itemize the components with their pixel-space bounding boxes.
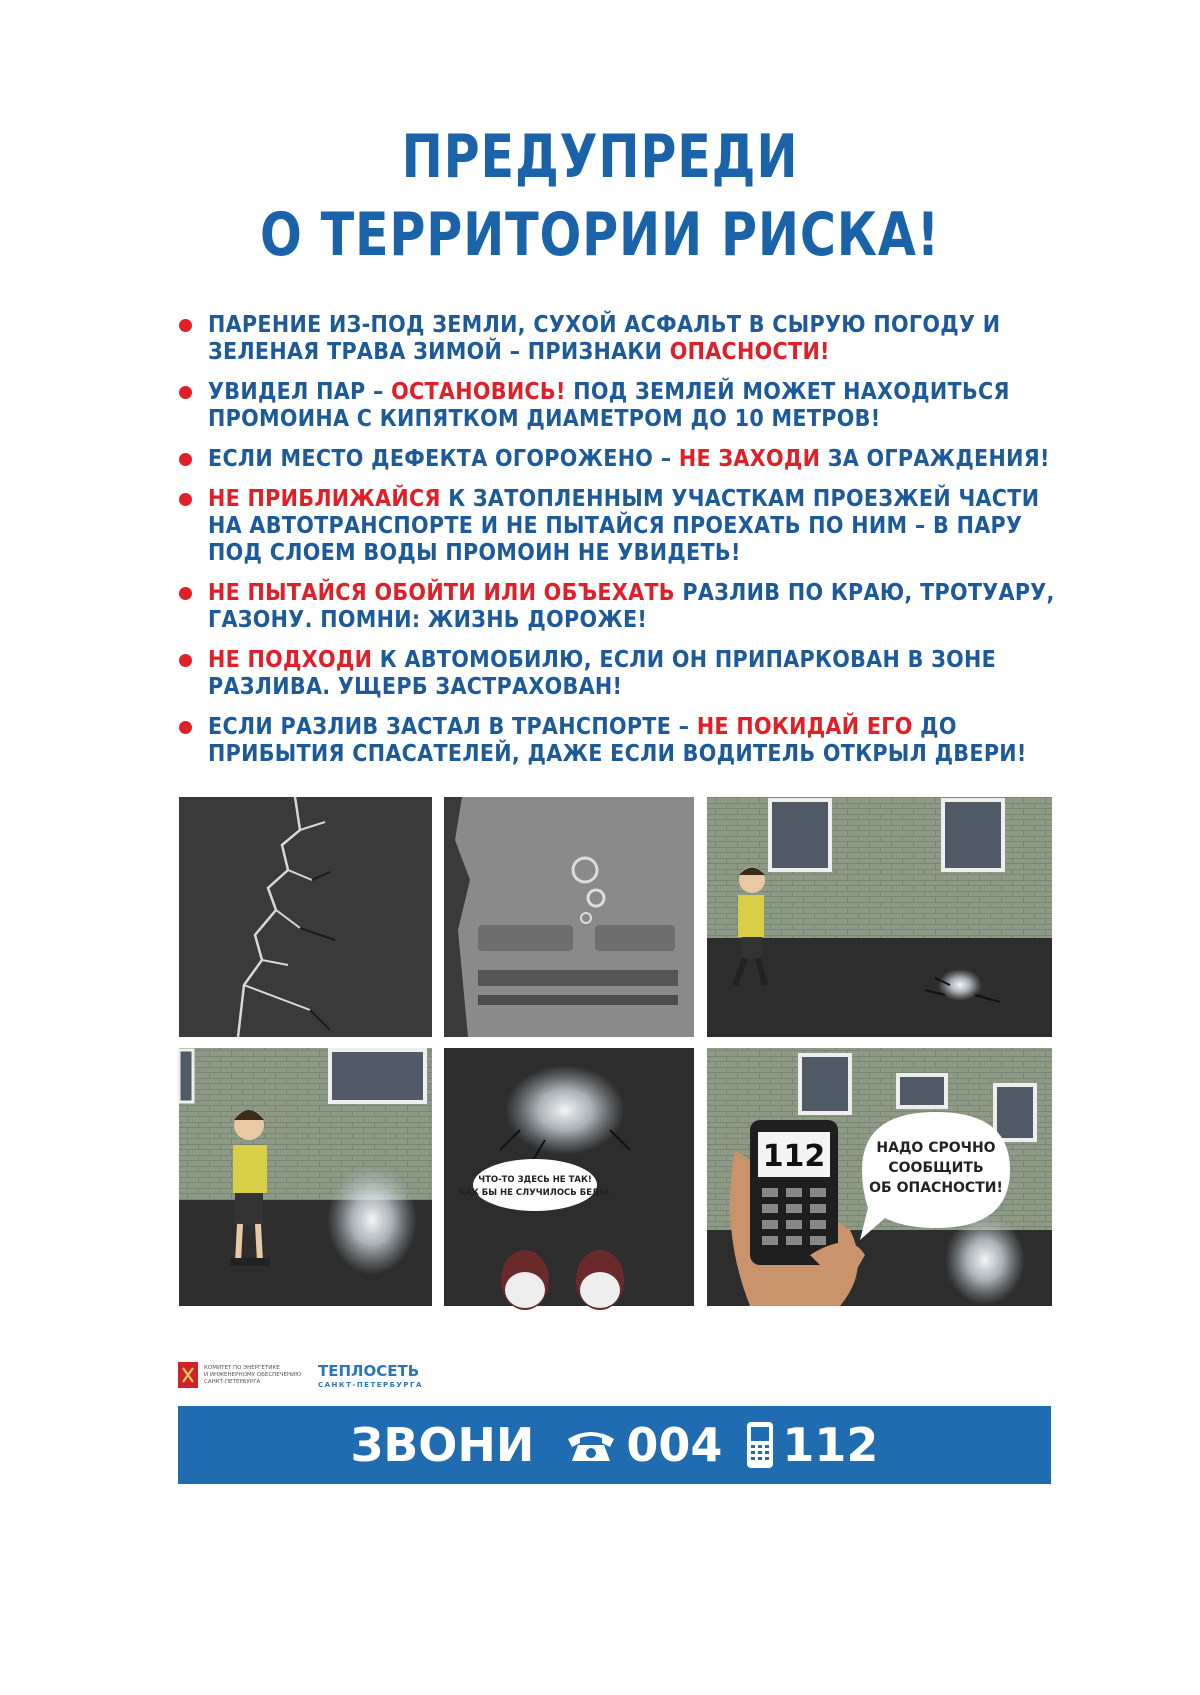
rule-warning-text: НЕ ЗАХОДИ xyxy=(678,446,821,472)
rule-text: ЕСЛИ РАЗЛИВ ЗАСТАЛ В ТРАНСПОРТЕ – xyxy=(208,714,697,740)
call-banner xyxy=(178,1406,1051,1484)
rule-warning-text: ОПАСНОСТИ! xyxy=(669,339,830,365)
landline-number: 004 xyxy=(626,1418,723,1472)
rule-text: ДО ПРИБЫТИЯ СПАСАТЕЛЕЙ, ДАЖЕ ЕСЛИ ВОДИТЕЛЬ ОТКРЫЛ ДВЕРИ! xyxy=(208,714,1027,767)
title-line-2: О ТЕРРИТОРИИ РИСКА! xyxy=(259,200,940,270)
bubble-6-line-2: СООБЩИТЬ xyxy=(888,1160,984,1176)
rule-warning-text: НЕ ПРИБЛИЖАЙСЯ xyxy=(208,486,441,512)
telephone-icon xyxy=(564,1425,618,1465)
bubble-5-line-1: ЧТО-ТО ЗДЕСЬ НЕ ТАК! xyxy=(478,1175,592,1185)
comic-panel-1 xyxy=(179,797,432,1037)
rule-text: УВИДЕЛ ПАР – xyxy=(208,379,392,405)
committee-line-3: САНКТ-ПЕТЕРБУРГА xyxy=(204,1379,261,1385)
comic-panel-5 xyxy=(444,1048,694,1310)
rule-text: К ЗАТОПЛЕННЫМ УЧАСТКАМ ПРОЕЗЖЕЙ ЧАСТИ НА АВТОТРАНСПОРТЕ И НЕ ПЫТАЙСЯ ПРОЕХАТЬ ПО НИМ – В ПАРУ ПОД СЛОЕМ ВОДЫ ПРОМОИН НЕ УВИДЕТЬ! xyxy=(208,486,1040,566)
mobile-phone-icon xyxy=(746,1421,774,1469)
comic-panel-2 xyxy=(444,797,694,1037)
speech-bubble-5 xyxy=(473,1159,597,1211)
comic-panel-6 xyxy=(707,1048,1052,1306)
comic-panel-4 xyxy=(179,1048,432,1306)
rule-text: ПОД ЗЕМЛЕЙ МОЖЕТ НАХОДИТЬСЯ ПРОМОИНА С КИПЯТКОМ ДИАМЕТРОМ ДО 10 МЕТРОВ! xyxy=(208,379,1010,432)
rule-text: ПАРЕНИЕ ИЗ-ПОД ЗЕМЛИ, СУХОЙ АСФАЛЬТ В СЫРУЮ ПОГОДУ И ЗЕЛЕНАЯ ТРАВА ЗИМОЙ – ПРИЗНАКИ xyxy=(208,312,1001,365)
comic-panel-3 xyxy=(707,797,1052,1037)
call-label: ЗВОНИ xyxy=(350,1418,535,1472)
rule-text: К АВТОМОБИЛЮ, ЕСЛИ ОН ПРИПАРКОВАН В ЗОНЕ РАЗЛИВА. УЩЕРБ ЗАСТРАХОВАН! xyxy=(208,647,997,700)
phone-screen-number: 112 xyxy=(762,1139,826,1174)
title-line-1: ПРЕДУПРЕДИ xyxy=(401,122,799,192)
bubble-6-line-3: ОБ ОПАСНОСТИ! xyxy=(869,1180,1003,1196)
rule-text: ЕСЛИ МЕСТО ДЕФЕКТА ОГОРОЖЕНО – xyxy=(208,446,679,472)
teploset-logo-main: ТЕПЛОСЕТЬ xyxy=(318,1362,420,1380)
bubble-5-line-2: КАК БЫ НЕ СЛУЧИЛОСЬ БЕДЫ. xyxy=(458,1188,612,1198)
mobile-emergency-number: 112 xyxy=(782,1418,879,1472)
sponsor-logos xyxy=(178,1358,458,1394)
rule-text: РАЗЛИВ ПО КРАЮ, ТРОТУАРУ, ГАЗОНУ. ПОМНИ: ЖИЗНЬ ДОРОЖЕ! xyxy=(208,580,1055,633)
committee-line-1: КОМИТЕТ ПО ЭНЕРГЕТИКЕ xyxy=(204,1365,280,1371)
rule-warning-text: НЕ ПОДХОДИ xyxy=(208,647,373,673)
teploset-logo-sub: САНКТ-ПЕТЕРБУРГА xyxy=(318,1381,423,1389)
rule-text: ЗА ОГРАЖДЕНИЯ! xyxy=(820,446,1050,472)
committee-line-2: И ИНЖЕНЕРНОМУ ОБЕСПЕЧЕНИЮ xyxy=(204,1372,302,1378)
rule-warning-text: ОСТАНОВИСЬ! xyxy=(391,379,566,405)
rule-warning-text: НЕ ПОКИДАЙ ЕГО xyxy=(696,714,913,740)
bubble-6-line-1: НАДО СРОЧНО xyxy=(876,1140,996,1156)
rule-warning-text: НЕ ПЫТАЙСЯ ОБОЙТИ ИЛИ ОБЪЕХАТЬ xyxy=(208,580,675,606)
